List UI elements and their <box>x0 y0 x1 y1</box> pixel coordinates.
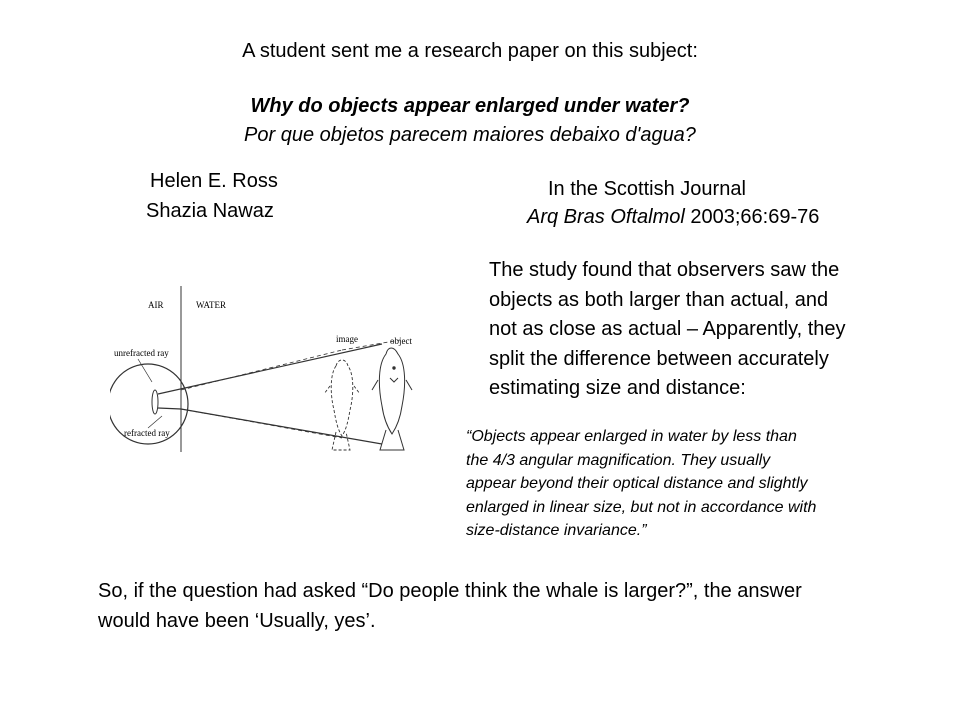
author-2: Shazia Nawaz <box>146 200 274 222</box>
conclusion <box>98 577 802 636</box>
quote-line: size-distance invariance.” <box>466 522 647 539</box>
conclusion-line: would have been ‘Usually, yes’. <box>98 609 376 632</box>
refracted-ray <box>158 408 181 409</box>
label-air: AIR <box>148 300 164 310</box>
question-portuguese: Por que objetos parecem maiores debaixo d'agua? <box>244 124 696 146</box>
journal-line-1: In the Scottish Journal <box>548 178 746 200</box>
intro-text: A student sent me a research paper on this subject: <box>242 40 698 62</box>
quote-line: “Objects appear enlarged in water by less than <box>466 428 797 445</box>
label-water: WATER <box>196 300 226 310</box>
paper-quote <box>466 425 906 543</box>
study-line: estimating size and distance: <box>489 377 746 399</box>
study-summary <box>489 256 909 404</box>
study-line: split the difference between accurately <box>489 347 829 370</box>
question-english: Why do objects appear enlarged under water? <box>250 95 690 117</box>
conclusion-line: So, if the question had asked “Do people think the whale is larger?”, the answer <box>98 580 802 602</box>
quote-line: enlarged in linear size, but not in accordance with <box>466 498 817 516</box>
unrefracted-ray <box>158 344 382 394</box>
ray-dashed-upper <box>181 350 342 390</box>
image-fish-icon <box>324 360 360 450</box>
journal-name: Arq Bras Oftalmol <box>527 206 685 228</box>
journal-citation <box>527 206 819 229</box>
label-unrefracted: unrefracted ray <box>114 348 169 358</box>
refraction-diagram <box>110 282 430 454</box>
leader-refracted <box>148 416 162 428</box>
leader-unrefracted <box>138 359 152 382</box>
study-line: objects as both larger than actual, and <box>489 288 829 311</box>
study-line: not as close as actual – Apparently, they <box>489 318 846 340</box>
label-image: image <box>336 334 358 344</box>
label-object: object <box>390 336 412 346</box>
study-line: The study found that observers saw the <box>489 259 840 281</box>
author-1: Helen E. Ross <box>150 170 278 192</box>
journal-volume: 2003;66:69-76 <box>684 206 820 228</box>
eye-lens <box>152 390 158 414</box>
object-fish-icon <box>372 348 412 450</box>
label-refracted: refracted ray <box>124 428 170 438</box>
quote-line: appear beyond their optical distance and slightly <box>466 475 808 492</box>
quote-line: the 4/3 angular magnification. They usually <box>466 451 771 469</box>
